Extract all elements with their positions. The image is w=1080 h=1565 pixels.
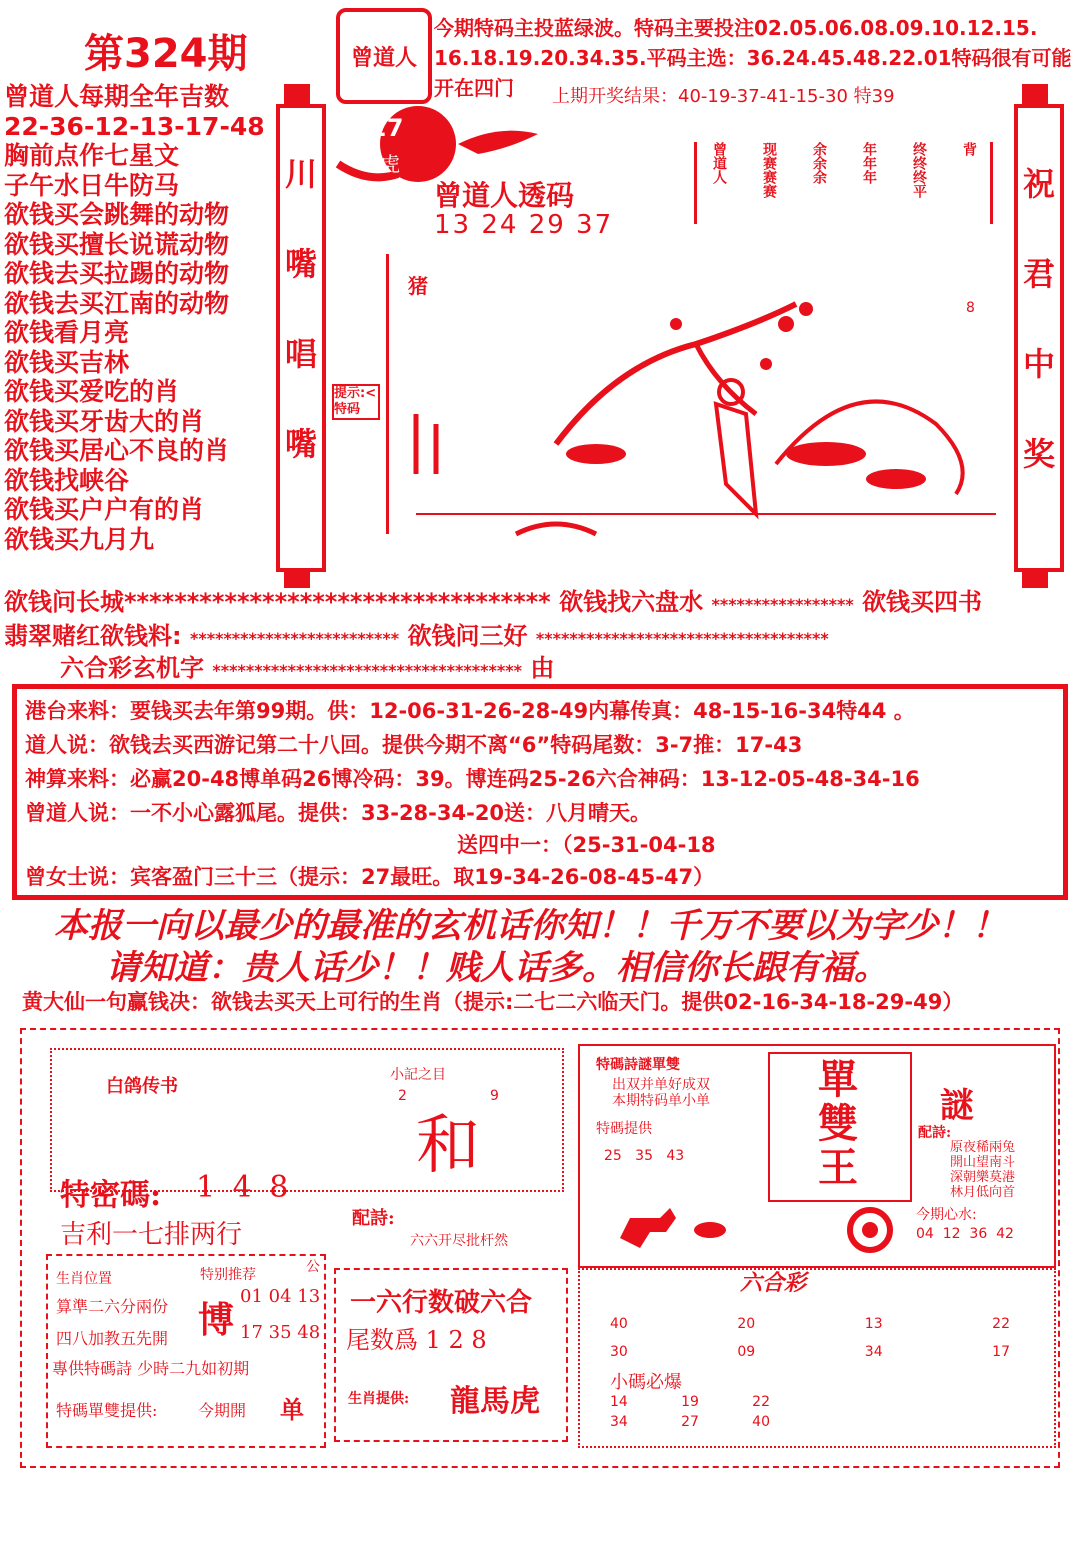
vertical-column-text: 年年年 bbox=[861, 142, 877, 184]
left-clue-item: 欲钱买户户有的肖 bbox=[4, 495, 205, 524]
header-line-1: 今期特码主投蓝绿波。特码主要投注02.05.06.08.09.10.12.15. bbox=[434, 16, 1038, 40]
bai-ge-title: 白鸽传书 bbox=[106, 1076, 178, 1097]
he-char: 和 bbox=[416, 1109, 480, 1183]
dotted-row-2 bbox=[4, 616, 829, 651]
jili-line: 吉利一七排两行 bbox=[60, 1220, 243, 1250]
left-clue-item: 欲钱去买江南的动物 bbox=[4, 288, 230, 318]
grid-number: 34 bbox=[610, 1414, 628, 1430]
grid-number: 40 bbox=[752, 1414, 770, 1430]
slogan-2: 请知道：贵人话少！！贱人话多。相信你长跟有福。 bbox=[106, 948, 888, 988]
vertical-column-text: 余余余 bbox=[811, 142, 827, 184]
xiaoma-label: 小碼必爆 bbox=[610, 1372, 682, 1393]
info-red-box bbox=[12, 684, 1068, 900]
sun-zodiac: 虎 bbox=[380, 152, 400, 176]
pole-char: 川 bbox=[284, 155, 317, 193]
dotted-row-1 bbox=[4, 582, 982, 617]
pole-char: 嘴 bbox=[284, 245, 317, 283]
header-line-2: 16.18.19.20.34.35.平码主选：36.24.45.48.22.01特码很有可能 bbox=[434, 46, 1072, 70]
left-clue-item: 曾道人每期全年吉数 bbox=[4, 82, 230, 111]
row1-d: 欲钱买四书 bbox=[862, 588, 983, 616]
poem-line: 開山望南斗 bbox=[950, 1155, 1016, 1170]
jinqi-label: 今期開 bbox=[198, 1401, 247, 1420]
left-clue-item: 欲钱买爱吃的肖 bbox=[4, 377, 180, 406]
tema-shi-b: 出双并单好成双 bbox=[612, 1077, 710, 1093]
redbox-line-4: 曾道人说：一不小心露狐尾。提供：33-28-34-20送：八月晴天。 bbox=[25, 801, 652, 825]
grid-number: 22 bbox=[992, 1316, 1010, 1332]
dan-value: 单 bbox=[280, 1395, 304, 1424]
grid-number: 17 bbox=[992, 1344, 1010, 1360]
weishu-line: 尾数爲 1 2 8 bbox=[346, 1326, 487, 1354]
tema-tigong: 特碼提供 bbox=[596, 1121, 652, 1137]
left-pole bbox=[276, 104, 326, 572]
left-clue-item: 欲钱看月亮 bbox=[4, 318, 130, 347]
left-pole-text bbox=[280, 148, 322, 508]
vertical-columns bbox=[694, 142, 994, 224]
tema-label: 特密碼: bbox=[60, 1178, 162, 1213]
xin-nums: 04 12 36 42 bbox=[916, 1226, 1014, 1242]
sage-painting-icon bbox=[396, 284, 996, 544]
sx-tigong: 生肖提供: bbox=[348, 1391, 410, 1407]
tema-shi-c: 本期特码单小单 bbox=[612, 1093, 710, 1109]
pole-char: 嘴 bbox=[284, 425, 317, 463]
left-clue-item: 欲钱买牙齿大的肖 bbox=[4, 406, 205, 436]
lower-newspaper bbox=[20, 1028, 1060, 1468]
danshuang-label: 特碼單雙提供: bbox=[56, 1401, 158, 1420]
sun-number: 27 bbox=[370, 114, 404, 142]
vertical-column-text: 终终终平 bbox=[911, 142, 927, 198]
peishi-label: 配詩: bbox=[352, 1208, 395, 1229]
issue-number: 第324期 bbox=[84, 31, 248, 77]
row3-b: ************************************* bbox=[212, 661, 522, 680]
row1-b: 欲钱找六盘水 bbox=[559, 588, 704, 616]
small-number: 8 bbox=[966, 300, 975, 316]
nums-a: 01 04 13 bbox=[240, 1286, 321, 1307]
last-result: 上期开奖结果：40-19-37-41-15-30 特39 bbox=[552, 86, 895, 107]
dan-shuang-wang: 單雙王 bbox=[818, 1056, 858, 1191]
left-clue-item: 22-36-12-13-17-48 bbox=[4, 111, 265, 141]
row2-b: ************************* bbox=[189, 629, 400, 648]
left-clue-item: 欲钱买会跳舞的动物 bbox=[4, 200, 230, 229]
pole-char: 奖 bbox=[1022, 435, 1055, 473]
vertical-column-text: 背 bbox=[961, 142, 977, 156]
bo-char: 博 bbox=[198, 1299, 235, 1341]
horse-rat-icon bbox=[610, 1198, 910, 1258]
tema-value: 1 4 8 bbox=[196, 1170, 293, 1205]
grid-row-c bbox=[610, 1394, 770, 1410]
header-line-3: 开在四门 bbox=[434, 76, 514, 100]
left-clue-item: 欲钱去买拉踢的动物 bbox=[4, 259, 230, 288]
he-right: 9 bbox=[490, 1088, 499, 1104]
gong-mark: 公 bbox=[306, 1259, 320, 1275]
grid-number: 40 bbox=[610, 1316, 628, 1332]
pole-char: 祝 bbox=[1022, 165, 1055, 203]
poem-line: 原夜稀兩兔 bbox=[950, 1140, 1016, 1155]
grid-row-b bbox=[610, 1344, 1010, 1360]
siba-line: 四八加教五先開 bbox=[56, 1329, 169, 1348]
tema-poem-line: 專供特碼詩 少時二九如初期 bbox=[52, 1359, 250, 1378]
row1-a: 欲钱问长城********************************** bbox=[4, 588, 551, 616]
huang-daxian-line: 黄大仙一句赢钱决：欲钱去买天上可行的生肖（提示:二七二六临天门。提供02-16-34-18-29-49） bbox=[22, 990, 964, 1014]
redbox-line-1: 港台来料：要钱买去年第99期。供：12-06-31-26-28-49内幕传真：48-15-16-34特44 。 bbox=[25, 699, 915, 723]
peishi-value: 六六开尽批杆然 bbox=[410, 1233, 508, 1249]
grid-row-a bbox=[610, 1316, 1010, 1332]
poem-lines bbox=[950, 1140, 1015, 1200]
left-clue-item: 子午水日牛防马 bbox=[4, 170, 180, 200]
left-clue-list bbox=[4, 82, 276, 554]
grid-number: 19 bbox=[681, 1394, 699, 1410]
scroll-picture bbox=[276, 84, 1064, 584]
grid-row-d bbox=[610, 1414, 770, 1430]
grid-number: 34 bbox=[864, 1344, 883, 1360]
ji-title: 小記之目 bbox=[390, 1067, 446, 1083]
left-clue-item: 胸前点作七星文 bbox=[4, 141, 180, 170]
tema-nums: 25 35 43 bbox=[604, 1148, 685, 1164]
left-clue-item: 欲钱买擅长说谎动物 bbox=[4, 229, 230, 259]
suan-line: 算準二六分兩份 bbox=[56, 1297, 169, 1316]
scroll-numbers: 13 24 29 37 bbox=[434, 210, 614, 240]
redbox-line-6: 曾女士说：宾客盈门三十三（提示：27最旺。取19-34-26-08-45-47） bbox=[25, 865, 715, 889]
poem-line: 林月低向首 bbox=[950, 1185, 1016, 1200]
grid-number: 20 bbox=[737, 1316, 756, 1332]
grid-number: 09 bbox=[737, 1344, 756, 1360]
vertical-column-text: 曾道人 bbox=[711, 142, 727, 184]
row2-d: *********************************** bbox=[535, 629, 829, 648]
pig-label: 猪 bbox=[408, 274, 428, 298]
seal-text: 曾道人 bbox=[350, 45, 417, 71]
long-ma-hu: 龍馬虎 bbox=[450, 1384, 540, 1419]
pole-char: 君 bbox=[1022, 255, 1055, 293]
dotted-row-3 bbox=[60, 648, 554, 683]
jinqi-xin: 今期心水: bbox=[916, 1207, 977, 1223]
scroll-title: 曾道人透码 bbox=[434, 179, 575, 212]
left-clue-item: 欲钱买九月九 bbox=[4, 524, 155, 554]
grid-number: 13 bbox=[864, 1316, 883, 1332]
row3-c: 由 bbox=[530, 654, 555, 682]
left-clue-item: 欲钱买吉林 bbox=[4, 347, 130, 377]
row2-a: 翡翠赌红欲钱料: bbox=[4, 622, 182, 650]
grid-number: 22 bbox=[752, 1394, 770, 1410]
left-clue-item: 欲钱找峡谷 bbox=[4, 465, 130, 495]
mi-char: 謎 bbox=[940, 1086, 974, 1126]
left-clue-item: 欲钱买居心不良的肖 bbox=[4, 436, 230, 465]
te-huabao: 特别推荐 bbox=[200, 1267, 256, 1283]
tema-shi: 特碼詩謎單雙 bbox=[596, 1057, 680, 1073]
grid-number: 30 bbox=[610, 1344, 628, 1360]
row1-c: ***************** bbox=[711, 595, 854, 614]
shengxiao-pos: 生肖位置 bbox=[56, 1271, 112, 1287]
nums-b: 17 35 48 bbox=[240, 1322, 321, 1343]
right-pole-text bbox=[1018, 158, 1060, 518]
hint-box: 提示:<特码 bbox=[332, 384, 380, 420]
poem-line: 深朝樂莫港 bbox=[950, 1170, 1016, 1185]
vertical-column-text: 现赛赛赛 bbox=[761, 142, 777, 198]
grid-number: 14 bbox=[610, 1394, 628, 1410]
peishi2-label: 配詩: bbox=[918, 1125, 952, 1141]
pole-char: 中 bbox=[1022, 345, 1055, 383]
he-left: 2 bbox=[398, 1088, 407, 1104]
liuhecai-title: 六合彩 bbox=[740, 1270, 807, 1296]
row3-a: 六合彩玄机字 bbox=[60, 654, 204, 682]
row2-c: 欲钱问三好 bbox=[407, 622, 528, 650]
pole-char: 唱 bbox=[284, 335, 317, 373]
redbox-line-2: 道人说：欲钱去买西游记第二十八回。提供今期不离“6”特码尾数：3-7推：17-43 bbox=[25, 733, 803, 757]
right-pole bbox=[1014, 104, 1064, 572]
slogan-1: 本报一向以最少的最准的玄机话你知！！千万不要以为字少！！ bbox=[54, 906, 1006, 946]
redbox-line-3: 神算来料：必赢20-48博单码26博冷码：39。博连码25-26六合神码：13-12-05-48-34-16 bbox=[25, 767, 920, 791]
yiliu-line: 一六行数破六合 bbox=[350, 1288, 533, 1318]
grid-number: 27 bbox=[681, 1414, 699, 1430]
redbox-line-5: 送四中一：（25-31-04-18 bbox=[457, 833, 716, 857]
